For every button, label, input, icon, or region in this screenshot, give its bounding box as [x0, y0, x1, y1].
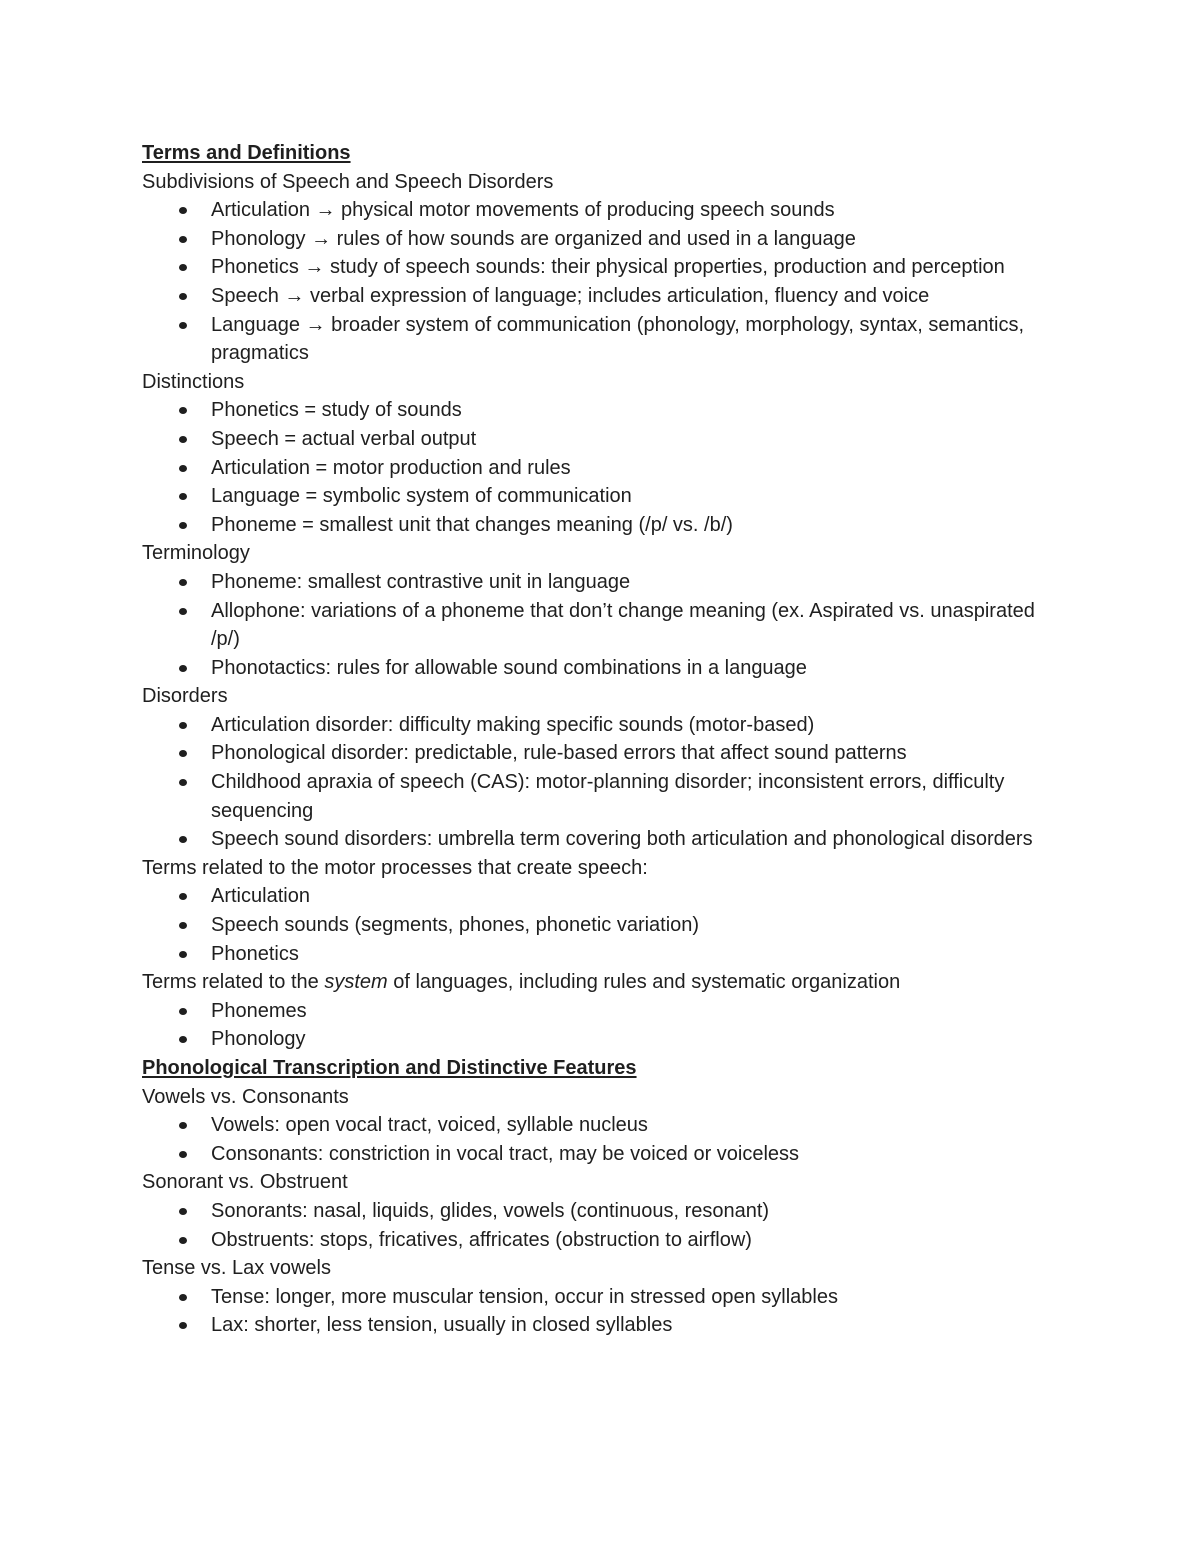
list-item: Obstruents: stops, fricatives, affricates (obstruction to airflow)	[142, 1226, 1042, 1255]
bullet-list-terminology	[142, 568, 1042, 682]
group-label-terminology: Terminology	[142, 542, 250, 565]
group-label-vowels-consonants: Vowels vs. Consonants	[142, 1085, 349, 1108]
bullet-list-distinctions	[142, 396, 1042, 539]
list-item: Articulation → physical motor movements of producing speech sounds	[142, 196, 1042, 225]
label-text: of languages, including rules and systematic organization	[387, 971, 901, 994]
group-label-distinctions: Distinctions	[142, 370, 245, 393]
group-label-disorders: Disorders	[142, 685, 228, 708]
list-item: Phonotactics: rules for allowable sound combinations in a language	[142, 654, 1042, 683]
label-emphasis: system	[324, 971, 388, 994]
list-item: Language = symbolic system of communication	[142, 482, 1042, 511]
list-item: Phonology	[142, 1025, 1042, 1054]
list-item: Vowels: open vocal tract, voiced, syllable nucleus	[142, 1111, 1042, 1140]
list-item: Phoneme = smallest unit that changes meaning (/p/ vs. /b/)	[142, 511, 1042, 540]
list-item: Speech = actual verbal output	[142, 425, 1042, 454]
list-item: Phonological disorder: predictable, rule-based errors that affect sound patterns	[142, 739, 1042, 768]
list-item: Articulation = motor production and rules	[142, 454, 1042, 483]
list-item: Tense: longer, more muscular tension, occur in stressed open syllables	[142, 1283, 1042, 1312]
list-item: Phoneme: smallest contrastive unit in language	[142, 568, 1042, 597]
list-item: Phonetics	[142, 940, 1042, 969]
bullet-list-sonorant-obstruent	[142, 1197, 1042, 1254]
bullet-list-subdivisions	[142, 196, 1042, 368]
list-item: Phonemes	[142, 997, 1042, 1026]
bullet-list-system-of-languages	[142, 997, 1042, 1054]
list-item: Language → broader system of communication (phonology, morphology, syntax, semantics, pragmatics	[142, 311, 1042, 368]
section-heading-terms-definitions: Terms and Definitions	[142, 142, 351, 164]
list-item: Sonorants: nasal, liquids, glides, vowels (continuous, resonant)	[142, 1197, 1042, 1226]
list-item: Speech → verbal expression of language; includes articulation, fluency and voice	[142, 282, 1042, 311]
bullet-list-tense-lax	[142, 1283, 1042, 1340]
group-label-subdivisions: Subdivisions of Speech and Speech Disorders	[142, 170, 554, 193]
document-page	[142, 139, 1042, 1340]
section-heading-phonological-transcription: Phonological Transcription and Distinctive Features	[142, 1057, 637, 1079]
label-text: Terms related to the	[142, 971, 325, 994]
list-item: Articulation disorder: difficulty making specific sounds (motor-based)	[142, 711, 1042, 740]
list-item: Childhood apraxia of speech (CAS): motor-planning disorder; inconsistent errors, difficulty sequencing	[142, 768, 1042, 825]
list-item: Lax: shorter, less tension, usually in closed syllables	[142, 1311, 1042, 1340]
group-label-motor-processes: Terms related to the motor processes that create speech:	[142, 856, 648, 879]
list-item: Speech sound disorders: umbrella term covering both articulation and phonological disorders	[142, 825, 1042, 854]
bullet-list-vowels-consonants	[142, 1111, 1042, 1168]
group-label-system-of-languages	[142, 968, 1042, 997]
bullet-list-disorders	[142, 711, 1042, 854]
list-item: Consonants: constriction in vocal tract, may be voiced or voiceless	[142, 1140, 1042, 1169]
list-item: Articulation	[142, 882, 1042, 911]
list-item: Phonetics = study of sounds	[142, 396, 1042, 425]
list-item: Speech sounds (segments, phones, phonetic variation)	[142, 911, 1042, 940]
list-item: Phonology → rules of how sounds are organized and used in a language	[142, 225, 1042, 254]
list-item: Phonetics → study of speech sounds: their physical properties, production and perception	[142, 253, 1042, 282]
group-label-sonorant-obstruent: Sonorant vs. Obstruent	[142, 1171, 348, 1194]
list-item: Allophone: variations of a phoneme that don’t change meaning (ex. Aspirated vs. unaspirated /p/)	[142, 597, 1042, 654]
bullet-list-motor-processes	[142, 882, 1042, 968]
group-label-tense-lax: Tense vs. Lax vowels	[142, 1257, 331, 1280]
